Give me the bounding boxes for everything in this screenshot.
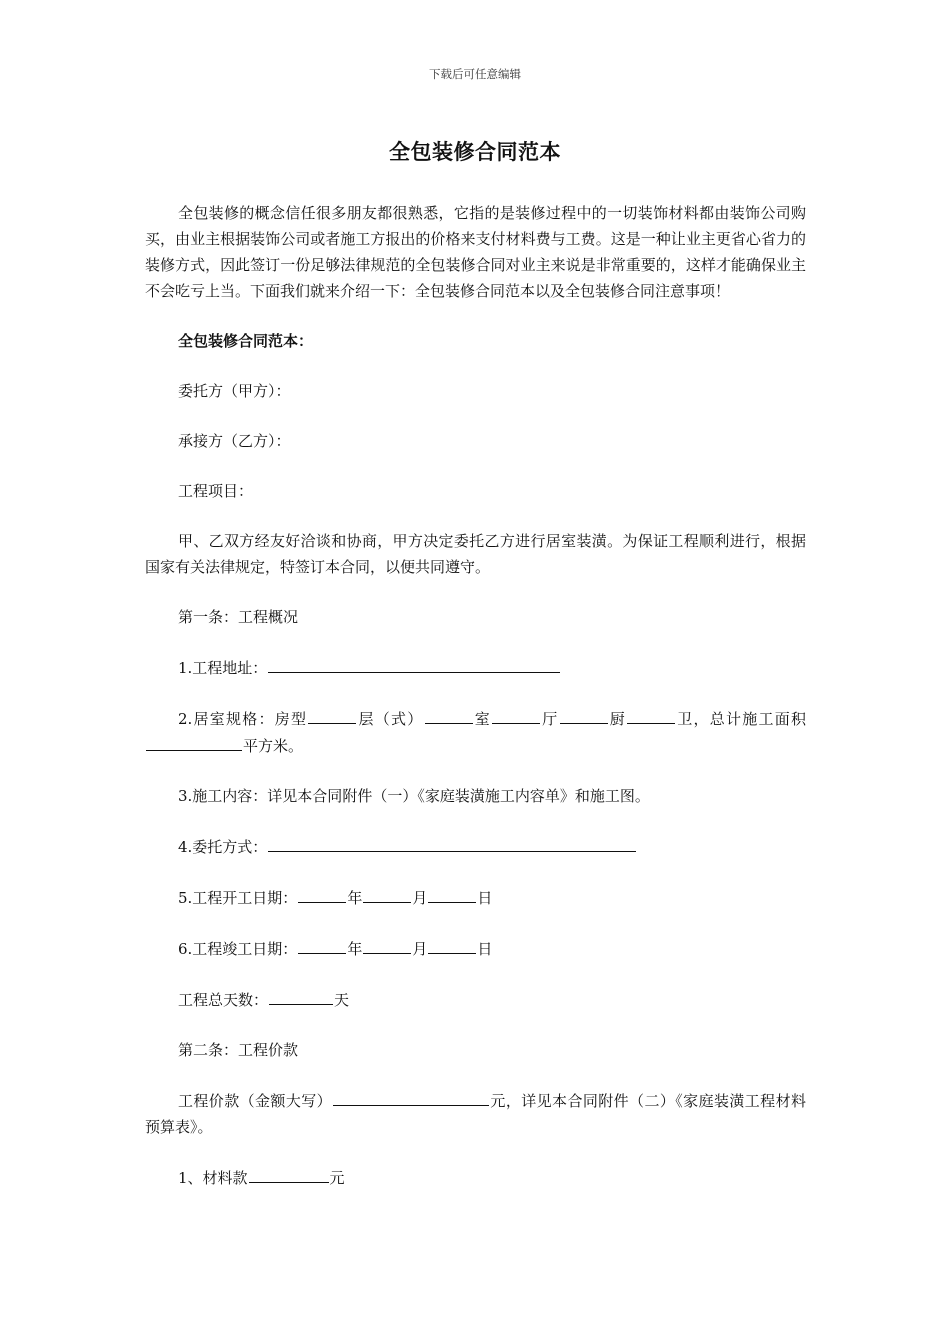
page-header-note: 下载后可任意编辑: [429, 67, 521, 81]
item-6-end-date: [145, 935, 806, 962]
total-days-blank[interactable]: [269, 986, 333, 1005]
party-a-line: 委托方（甲方）：: [178, 382, 291, 400]
article-2-heading: 第二条：工程价款: [178, 1041, 299, 1059]
item-2-label: 2.居室规格：房型: [178, 710, 308, 728]
month-label: 月: [412, 940, 428, 958]
item-1-label: 1.工程地址：: [178, 659, 268, 677]
price-suffix: 元，详见本合同附件（二）《家庭装潢工程材料预算表》。: [145, 1092, 806, 1136]
kitchen-label: 厨: [608, 710, 627, 728]
item-5-label: 5.工程开工日期：: [178, 889, 298, 907]
hall-count-blank[interactable]: [492, 705, 540, 724]
material-fee-line: [145, 1164, 806, 1191]
house-type-blank[interactable]: [308, 705, 356, 724]
document-title: 全包装修合同范本: [389, 139, 561, 164]
hall-label: 厅: [541, 710, 559, 728]
year-label: 年: [347, 889, 363, 907]
item-6-label: 6.工程竣工日期：: [178, 940, 298, 958]
material-label: 1、材料款: [178, 1169, 248, 1187]
area-label: 卫，总计施工面积: [676, 710, 806, 728]
price-label: 工程价款（金额大写）: [178, 1092, 333, 1110]
month-label: 月: [412, 889, 428, 907]
intro-paragraph: 全包装修的概念信任很多朋友都很熟悉，它指的是装修过程中的一切装饰材料都由装饰公司购买，由业主根据装饰公司或者施工方报出的价格来支付材料费与工费。这是一种让业主更省心省力的装修方式，因此签订一份足够法律规范的全包装修合同对业主来说是非常重要的，这样才能确保业主不会吃亏上当。下面我们就来介绍一下：全包装修合同范本以及全包装修合同注意事项！: [145, 204, 806, 300]
bath-count-blank[interactable]: [627, 705, 675, 724]
kitchen-count-blank[interactable]: [560, 705, 608, 724]
day-label: 日: [477, 940, 493, 958]
item-5-start-date: [145, 884, 806, 911]
item-4-method: [145, 833, 806, 860]
floor-label: 层（式）: [357, 710, 424, 728]
total-days-line: [145, 986, 806, 1013]
article-1-heading: 第一条：工程概况: [178, 608, 299, 626]
days-unit: 天: [334, 991, 350, 1009]
item-2-room-spec: [145, 705, 806, 759]
total-days-label: 工程总天数：: [178, 991, 269, 1009]
price-paragraph: [145, 1087, 806, 1140]
price-blank[interactable]: [333, 1087, 489, 1106]
document-body: [145, 200, 806, 1215]
method-blank[interactable]: [268, 833, 636, 852]
end-year-blank[interactable]: [298, 935, 346, 954]
preamble-paragraph: 甲、乙双方经友好洽谈和协商，甲方决定委托乙方进行居室装潢。为保证工程顺利进行，根据国家有关法律规定，特签订本合同，以便共同遵守。: [145, 532, 806, 576]
start-year-blank[interactable]: [298, 884, 346, 903]
material-blank[interactable]: [249, 1164, 329, 1183]
address-blank[interactable]: [268, 654, 560, 673]
room-count-blank[interactable]: [425, 705, 473, 724]
area-unit: 平方米。: [243, 737, 304, 755]
room-label: 室: [473, 710, 492, 728]
start-month-blank[interactable]: [363, 884, 411, 903]
section-heading: 全包装修合同范本：: [178, 332, 314, 350]
year-label: 年: [347, 940, 363, 958]
day-label: 日: [477, 889, 493, 907]
area-blank[interactable]: [146, 732, 242, 751]
end-day-blank[interactable]: [428, 935, 476, 954]
project-line: 工程项目：: [178, 482, 254, 500]
item-1-address: [145, 654, 806, 681]
material-unit: 元: [329, 1169, 345, 1187]
start-day-blank[interactable]: [428, 884, 476, 903]
item-4-label: 4.委托方式：: [178, 838, 268, 856]
end-month-blank[interactable]: [363, 935, 411, 954]
party-b-line: 承接方（乙方）：: [178, 432, 291, 450]
item-3-scope: 3.施工内容：详见本合同附件（一）《家庭装潢施工内容单》和施工图。: [178, 787, 650, 805]
